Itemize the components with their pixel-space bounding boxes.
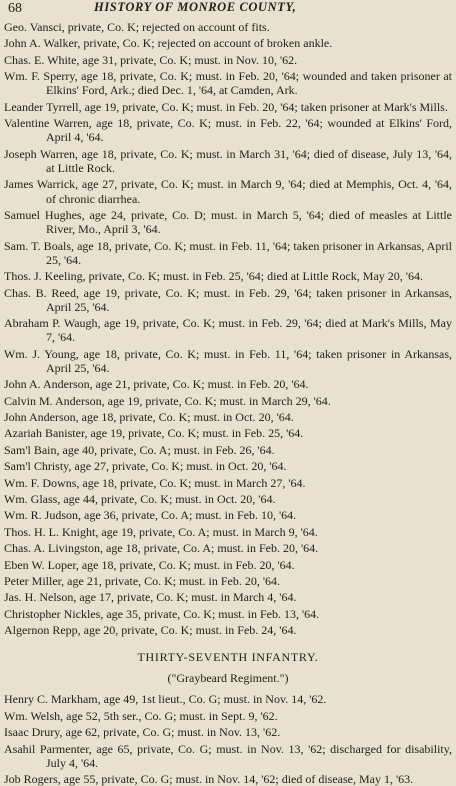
roster-entry: Wm. F. Sperry, age 18, private, Co. K; must. in Feb. 20, '64; wounded and taken prisoner at Elkins' Ford, Ark.; died Dec. 1, '64, at Camden, Ark. — [4, 69, 452, 98]
roster-entry: Geo. Vansci, private, Co. K; rejected on account of fits. — [4, 20, 270, 34]
roster-entry: Chas. E. White, age 31, private, Co. K; must. in Nov. 10, '62. — [4, 52, 298, 67]
roster-entry: Christopher Nickles, age 35, private, Co. K; must. in Feb. 13, '64. — [4, 606, 320, 621]
roster-entry: Asahil Parmenter, age 65, private, Co. G; must. in Nov. 13, '62; discharged for disability, July 4, '64. — [4, 741, 452, 770]
roster-list-bottom — [4, 692, 452, 786]
roster-entry: Wm. J. Young, age 18, private, Co. K; must. in Feb. 11, '64; taken prisoner in Arkansas, April 25, '64. — [4, 346, 452, 375]
roster-entry: Calvin M. Anderson, age 19, private, Co. K; must. in March 29, '64. — [4, 393, 331, 408]
roster-entry: Abraham P. Waugh, age 19, private, Co. K; must. in Feb. 29, '64; died at Mark's Mills, May 7, '64. — [4, 316, 452, 345]
roster-entry: Samuel Hughes, age 24, private, Co. D; must. in March 5, '64; died of measles at Little River, Mo., April 3, '64. — [4, 207, 452, 237]
roster-entry: Jas. H. Nelson, age 17, private, Co. K; must. in March 4, '64. — [4, 590, 297, 605]
roster-entry: Chas. A. Livingston, age 18, private, Co. A; must. in Feb. 20, '64. — [4, 541, 319, 556]
roster-entry: Wm. R. Judson, age 36, private, Co. A; must. in Feb. 10, '64. — [4, 508, 297, 523]
roster-entry: John Anderson, age 18, private, Co. K; must. in Oct. 20, '64. — [4, 410, 294, 425]
page-header — [4, 0, 452, 20]
roster-entry: James Warrick, age 27, private, Co. K; must. in March 9, '64; died at Memphis, Oct. 4, '64, of chronic diarrhea. — [4, 177, 452, 206]
roster-entry: Azariah Banister, age 19, private, Co. K; must. in Feb. 25, '64. — [4, 426, 304, 441]
roster-entry: Chas. B. Reed, age 19, private, Co. K; must. in Feb. 29, '64; taken prisoner in Arkansas, April 25, '64. — [4, 285, 452, 314]
roster-entry: Leander Tyrrell, age 19, private, Co. K; must. in Feb. 20, '64; taken prisoner at Mark's Mills. — [4, 99, 448, 114]
roster-entry: Sam. T. Boals, age 18, private, Co. K; must. in Feb. 11, '64; taken prisoner in Arkansas, April 25, '64. — [4, 238, 452, 267]
roster-entry: Job Rogers, age 55, private, Co. G; must. in Nov. 14, '62; died of disease, May 1, '63. — [4, 772, 414, 786]
section-title: THIRTY-SEVENTH INFANTRY. — [137, 650, 319, 665]
section-subtitle: ("Graybeard Regiment.") — [167, 671, 289, 686]
roster-entry: Sam'l Bain, age 40, private, Co. A; must. in Feb. 26, '64. — [4, 442, 275, 457]
roster-entry: Henry C. Markham, age 49, 1st lieut., Co. G; must. in Nov. 14, '62. — [4, 692, 327, 707]
roster-entry: John A. Anderson, age 21, private, Co. K; must. in Feb. 20, '64. — [4, 377, 309, 392]
roster-entry: Algernon Repp, age 20, private, Co. K; must. in Feb. 24, '64. — [4, 623, 297, 638]
roster-list-top — [4, 20, 452, 637]
roster-entry: Thos. J. Keeling, private, Co. K; must. in Feb. 25, '64; died at Little Rock, May 20, '64. — [4, 269, 423, 284]
running-head: HISTORY OF MONROE COUNTY, — [94, 0, 297, 14]
roster-entry: Isaac Drury, age 62, private, Co. G; must. in Nov. 13, '62. — [4, 725, 281, 740]
roster-entry: Peter Miller, age 21, private, Co. K; must. in Feb. 20, '64. — [4, 573, 280, 588]
roster-entry: Thos. H. L. Knight, age 19, private, Co. A; must. in March 9, '64. — [4, 524, 318, 539]
roster-entry: Sam'l Christy, age 27, private, Co. K; must. in Oct. 20, '64. — [4, 459, 287, 474]
roster-entry: Eben W. Loper, age 18, private, Co. K; must. in Feb. 20, '64. — [4, 557, 295, 572]
roster-entry: Wm. F. Downs, age 18, private, Co. K; must. in March 27, '64. — [4, 475, 306, 490]
roster-entry: Valentine Warren, age 18, private, Co. K; must. in Feb. 22, '64; wounded at Elkins' Ford, April 4, '64. — [4, 116, 452, 145]
page-number: 68 — [8, 1, 22, 16]
roster-entry: Wm. Glass, age 44, private, Co. K; must. in Oct. 20, '64. — [4, 492, 276, 507]
roster-entry: Wm. Welsh, age 52, 5th ser., Co. G; must. in Sept. 9, '62. — [4, 708, 278, 723]
roster-entry: John A. Walker, private, Co. K; rejected on account of broken ankle. — [4, 36, 333, 51]
roster-entry: Joseph Warren, age 18, private, Co. K; must. in March 31, '64; died of disease, July 13, '64, at Little Rock. — [4, 146, 452, 175]
